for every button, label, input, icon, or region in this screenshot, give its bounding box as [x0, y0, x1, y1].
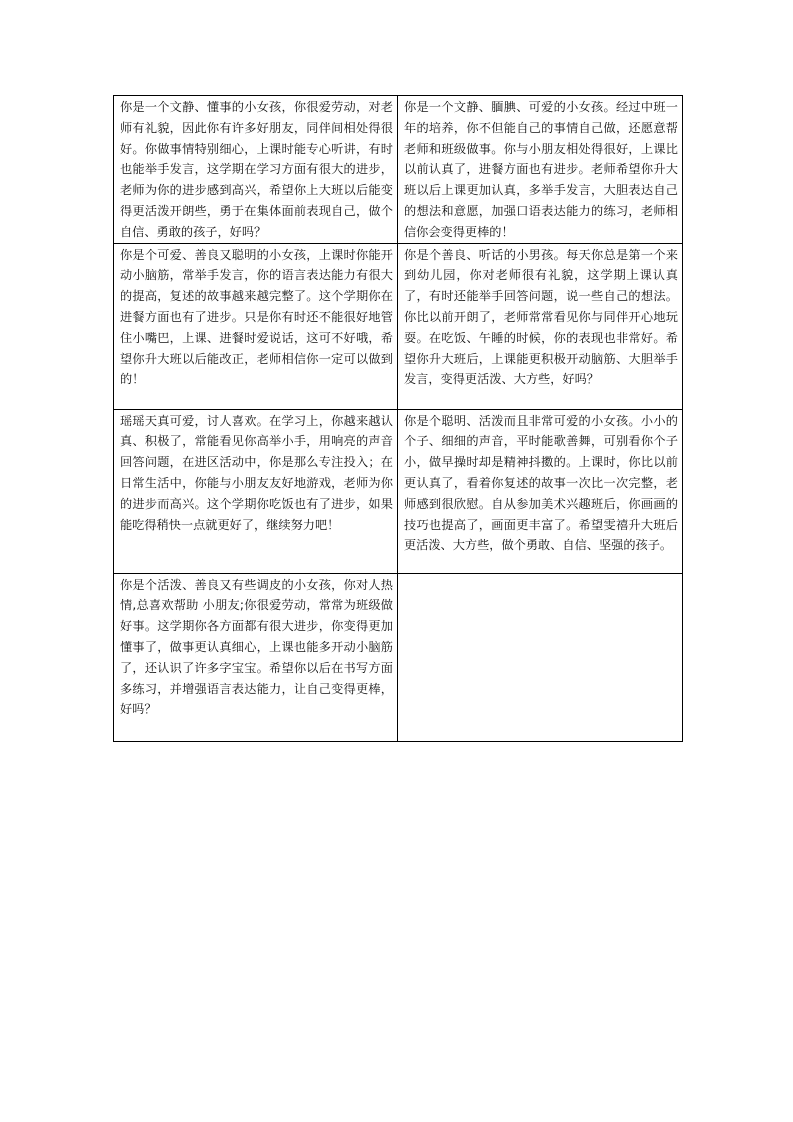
comment-cell: 瑶瑶天真可爱，讨人喜欢。在学习上，你越来越认真、积极了，常能看见你高举小手，用响亮的声音回答问题，在进区活动中，你是那么专注投入；在日常生活中，你能与小朋友友好地游戏，老师为你的进步而高兴。这个学期你吃饭也有了进步，如果能吃得稍快一点就更好了，继续努力吧！ [114, 409, 398, 573]
comment-cell: 你是一个文静、懂事的小女孩，你很爱劳动，对老师有礼貌，因此你有许多好朋友，同伴间相处得很好。你做事情特别细心，上课时能专心听讲，有时也能举手发言，这学期在学习方面有很大的进步，老师为你的进步感到高兴，希望你上大班以后能变得更活泼开朗些，勇于在集体面前表现自己，做个自信、勇敢的孩子，好吗？ [114, 96, 398, 244]
table-row [114, 409, 683, 573]
empty-cell [398, 573, 683, 741]
comment-cell: 你是一个文静、腼腆、可爱的小女孩。经过中班一年的培养，你不但能自己的事情自己做，还愿意帮老师和班级做事。你与小朋友相处得很好，上课比以前认真了，进餐方面也有进步。老师希望你升大班以后上课更加认真，多举手发言，大胆表达自己的想法和意愿，加强口语表达能力的练习，老师相信你会变得更棒的！ [398, 96, 683, 244]
comment-cell: 你是个活泼、善良又有些调皮的小女孩，你对人热情,总喜欢帮助 小朋友;你很爱劳动，常常为班级做好事。这学期你各方面都有很大进步，你变得更加懂事了，做事更认真细心，上课也能多开动小脑筋了，还认识了许多字宝宝。希望你以后在书写方面多练习，并增强语言表达能力，让自己变得更棒，好吗？ [114, 573, 398, 741]
comments-table [113, 95, 683, 742]
comment-cell: 你是个可爱、善良又聪明的小女孩，上课时你能开动小脑筋，常举手发言，你的语言表达能力有很大的提高，复述的故事越来越完整了。这个学期你在进餐方面也有了进步。只是你有时还不能很好地管住小嘴巴，上课、进餐时爱说话，这可不好哦，希望你升大班以后能改正，老师相信你一定可以做到的！ [114, 243, 398, 409]
comment-cell: 你是个善良、听话的小男孩。每天你总是第一个来到幼儿园，你对老师很有礼貌，这学期上课认真了，有时还能举手回答问题，说一些自己的想法。你比以前开朗了，老师常常看见你与同伴开心地玩耍。在吃饭、午睡的时候，你的表现也非常好。希望你升大班后，上课能更积极开动脑筋、大胆举手发言，变得更活泼、大方些，好吗？ [398, 243, 683, 409]
comment-cell: 你是个聪明、活泼而且非常可爱的小女孩。小小的个子、细细的声音，平时能歌善舞，可别看你个子小，做早操时却是精神抖擞的。上课时，你比以前更认真了，看着你复述的故事一次比一次完整，老师感到很欣慰。自从参加美术兴趣班后，你画画的技巧也提高了，画面更丰富了。希望雯禧升大班后更活泼、大方些，做个勇敢、自信、坚强的孩子。 [398, 409, 683, 573]
table-row [114, 573, 683, 741]
table-row [114, 96, 683, 244]
table-row [114, 243, 683, 409]
